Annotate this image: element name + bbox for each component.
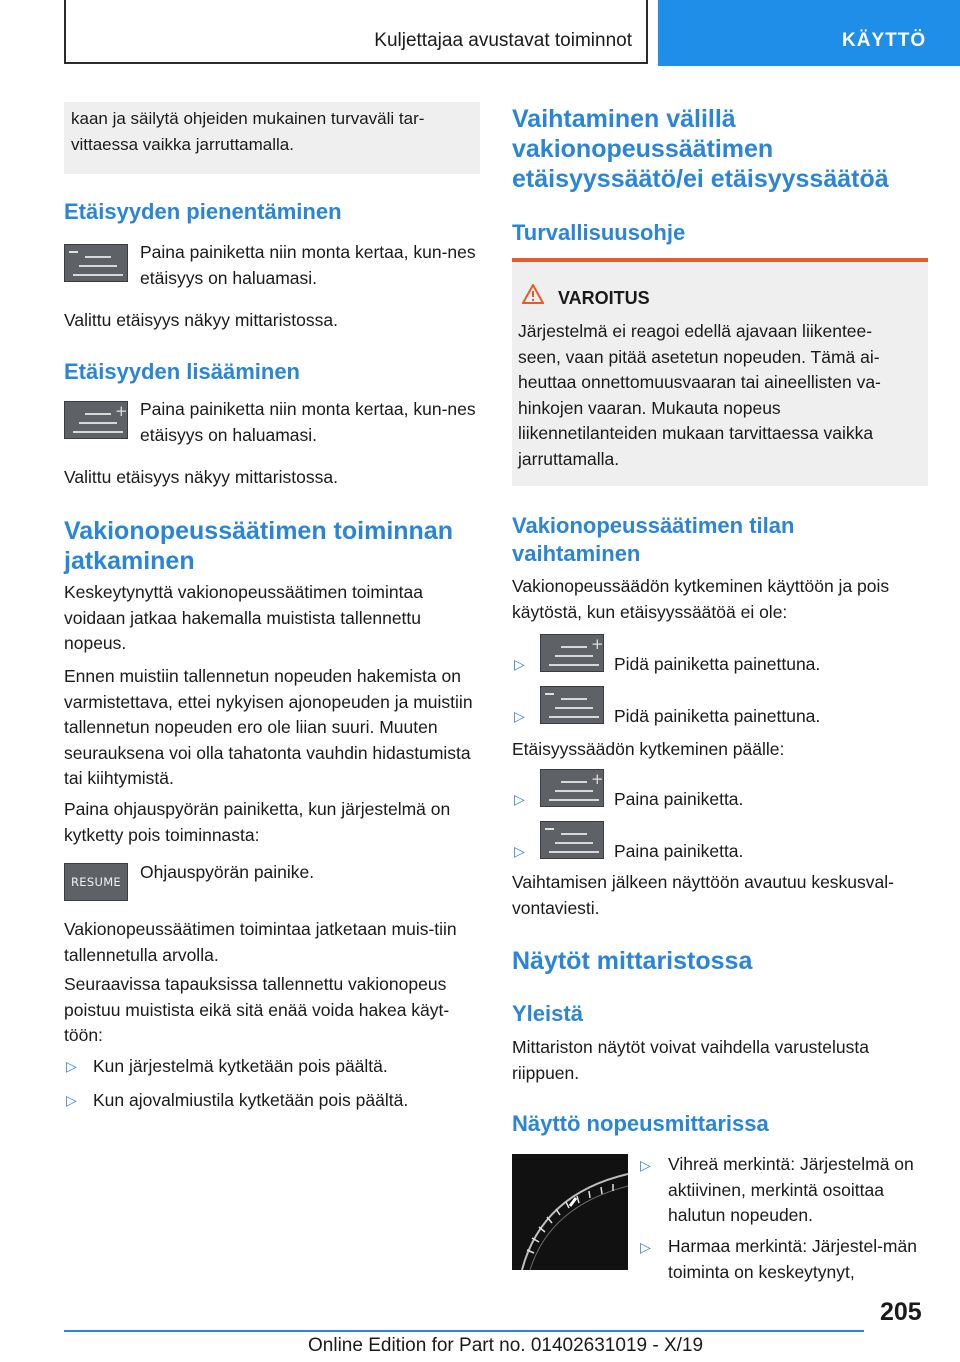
- speedo-heading: Näyttö nopeusmittarissa: [512, 1111, 769, 1136]
- increase-instruction: Paina painiketta niin monta kertaa, kun-nes etäisyys on haluamasi.: [140, 399, 476, 445]
- warning-text: Järjestelmä ei reagoi edellä ajavaan liikentee-seen, vaan pitää asetetun nopeuden. Tämä ai-heuttaa onnettomuusvaaran tai aineellisten va-hinkojen vaaran. Mukauta nopeus liikennetilanteiden mukaan tarvittaessa vaikka jarruttamalla.: [518, 321, 881, 469]
- mode-p3: Vaihtamisen jälkeen näyttöön avautuu keskusval-vontaviesti.: [512, 872, 894, 918]
- bullet-triangle-icon: ▷: [514, 709, 525, 725]
- bullet-triangle-icon: ▷: [640, 1240, 651, 1256]
- general-heading: Yleistä: [512, 1001, 583, 1026]
- distance-increase-icon: +: [540, 634, 604, 672]
- decrease-instruction: Paina painiketta niin monta kertaa, kun-nes etäisyys on haluamasi.: [140, 242, 476, 288]
- bullet-triangle-icon: ▷: [640, 1158, 651, 1174]
- resume-p1: Keskeytynyttä vakionopeussäätimen toimintaa voidaan jatkaa hakemalla muistista tallennettu nopeus.: [64, 582, 423, 653]
- bullet-triangle-icon: ▷: [66, 1093, 77, 1109]
- resume-p4: Vakionopeussäätimen toimintaa jatketaan muis-tiin tallennetulla arvolla.: [64, 919, 457, 965]
- increase-note: Valittu etäisyys näkyy mittaristossa.: [64, 467, 338, 487]
- resume-button-caption: Ohjauspyörän painike.: [140, 862, 315, 882]
- speedometer-image: [512, 1154, 628, 1270]
- mode-heading: Vakionopeussäätimen tilan vaihtaminen: [512, 513, 795, 566]
- intro-note-text: kaan ja säilytä ohjeiden mukainen turvaväli tar-vittaessa vaikka jarruttamalla.: [71, 109, 425, 154]
- speedo-bullet-2: Harmaa merkintä: Järjestel-män toiminta on keskeytynyt,: [668, 1236, 917, 1282]
- footer-edition: Online Edition for Part no. 01402631019 - X/19: [308, 1335, 704, 1356]
- resume-heading: Vakionopeussäätimen toiminnan jatkaminen: [64, 517, 453, 575]
- resume-p2: Ennen muistiin tallennetun nopeuden hakemista on varmistettava, ettei nykyisen ajonopeuden ja muistiin tallennetun nopeuden ero ole liian suuri. Muuten seurauksena voi olla tahatonta vauhdin hidastumista tai kiihtymistä.: [64, 666, 473, 788]
- header-chapter-tab: [658, 0, 960, 66]
- mode-step-3: Paina painiketta.: [614, 789, 744, 809]
- distance-increase-icon: +: [540, 769, 604, 807]
- general-text: Mittariston näytöt voivat vaihdella varustelusta riippuen.: [512, 1037, 869, 1083]
- displays-heading: Näytöt mittaristossa: [512, 947, 753, 975]
- warning-label: VAROITUS: [558, 288, 650, 308]
- resume-bullet-2: Kun ajovalmiustila kytketään pois päältä.: [93, 1090, 409, 1110]
- mode-step-2: Pidä painiketta painettuna.: [614, 706, 821, 726]
- decrease-heading: Etäisyyden pienentäminen: [64, 199, 342, 224]
- distance-decrease-icon: [540, 686, 604, 724]
- mode-p2: Etäisyyssäädön kytkeminen päälle:: [512, 739, 785, 759]
- safety-heading: Turvallisuusohje: [512, 220, 686, 245]
- distance-increase-icon: +: [64, 401, 128, 439]
- page-number: 205: [880, 1298, 922, 1326]
- resume-button-label: RESUME: [71, 875, 121, 889]
- mode-step-4: Paina painiketta.: [614, 841, 744, 861]
- header-section-title: Kuljettajaa avustavat toiminnot: [374, 30, 632, 51]
- resume-p3: Paina ohjauspyörän painiketta, kun järjestelmä on kytketty pois toiminnasta:: [64, 799, 451, 845]
- header-section-tab: [64, 0, 648, 64]
- bullet-triangle-icon: ▷: [514, 657, 525, 673]
- distance-decrease-icon: [540, 821, 604, 859]
- right-title: Vaihtaminen välillä vakionopeussäätimen etäisyyssäätö/ei etäisyyssäätöä: [512, 105, 889, 193]
- bullet-triangle-icon: ▷: [514, 792, 525, 808]
- warning-triangle-icon: [522, 284, 544, 304]
- increase-heading: Etäisyyden lisääminen: [64, 359, 300, 384]
- mode-p1: Vakionopeussäädön kytkeminen käyttöön ja pois käytöstä, kun etäisyyssäätöä ei ole:: [512, 576, 890, 622]
- speedo-bullet-1: Vihreä merkintä: Järjestelmä on aktiivinen, merkintä osoittaa halutun nopeuden.: [668, 1154, 914, 1225]
- resume-button-icon: [64, 863, 128, 901]
- resume-bullet-1: Kun järjestelmä kytketään pois päältä.: [93, 1056, 388, 1076]
- bullet-triangle-icon: ▷: [514, 844, 525, 860]
- distance-decrease-icon: [64, 244, 128, 282]
- warning-box: [512, 258, 928, 486]
- header-chapter-title: KÄYTTÖ: [842, 30, 927, 51]
- intro-note-box: [64, 102, 480, 174]
- resume-p5: Seuraavissa tapauksissa tallennettu vakionopeus poistuu muistista eikä sitä enää voida hakea käyt-töön:: [64, 974, 450, 1045]
- mode-step-1: Pidä painiketta painettuna.: [614, 654, 821, 674]
- bullet-triangle-icon: ▷: [66, 1059, 77, 1075]
- footer-divider: [64, 1330, 864, 1332]
- decrease-note: Valittu etäisyys näkyy mittaristossa.: [64, 310, 338, 330]
